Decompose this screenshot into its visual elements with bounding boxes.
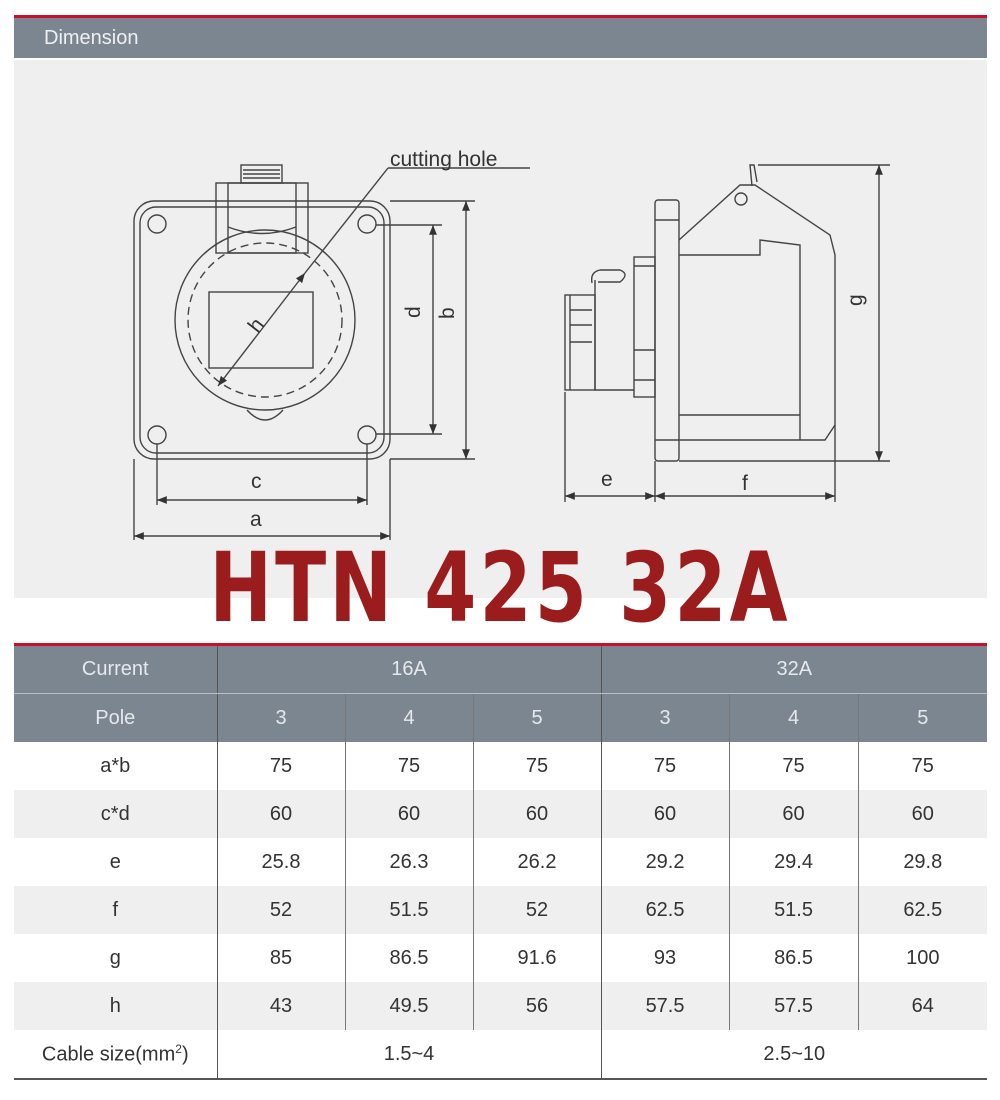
drawing-panel: [14, 60, 987, 598]
table-cell: 52: [473, 886, 601, 934]
svg-text:a: a: [250, 508, 262, 531]
svg-text:h: h: [243, 313, 269, 338]
table-row: [14, 934, 987, 982]
pole-header: 3: [601, 694, 729, 743]
table-cell: 62.5: [601, 886, 729, 934]
table-cell: 56: [473, 982, 601, 1030]
table-cell: 75: [345, 742, 473, 790]
table-cell: 60: [729, 790, 858, 838]
row-label: f: [14, 886, 217, 934]
current-group-32a: 32A: [601, 645, 987, 694]
svg-text:e: e: [601, 468, 613, 491]
table-cell: 86.5: [345, 934, 473, 982]
table-cell: 75: [729, 742, 858, 790]
cable-size-16a: 1.5~4: [217, 1030, 601, 1079]
row-label: h: [14, 982, 217, 1030]
table-row: [14, 886, 987, 934]
table-cell: 51.5: [729, 886, 858, 934]
pole-header: 3: [217, 694, 345, 743]
table-cell: 60: [473, 790, 601, 838]
row-label: a*b: [100, 754, 131, 777]
table-cell: 60: [858, 790, 987, 838]
table-cell: 60: [345, 790, 473, 838]
table-cell: 57.5: [729, 982, 858, 1030]
table-cell: 60: [217, 790, 345, 838]
side-view: [565, 165, 890, 502]
table-cell: 75: [473, 742, 601, 790]
product-title: HTN 425 32A: [209, 532, 791, 644]
pole-header: 5: [473, 694, 601, 743]
section-title: Dimension: [44, 27, 139, 49]
current-group-16a: 16A: [217, 645, 601, 694]
svg-text:d: d: [402, 306, 425, 318]
current-label: Current: [14, 645, 217, 694]
cable-size-row: [14, 1030, 987, 1079]
table-cell: 64: [858, 982, 987, 1030]
table-row: [14, 790, 987, 838]
header-row-current: [14, 645, 987, 694]
dimension-table: [14, 643, 987, 1080]
table-cell: 75: [601, 742, 729, 790]
cutting-hole-label: cutting hole: [390, 148, 498, 171]
svg-text:b: b: [436, 307, 459, 319]
table-row: [14, 742, 987, 790]
table-cell: 25.8: [217, 838, 345, 886]
pole-label: Pole: [14, 694, 217, 743]
header-row-pole: [14, 694, 987, 743]
table-cell: 57.5: [601, 982, 729, 1030]
table-row: [14, 838, 987, 886]
table-cell: 100: [858, 934, 987, 982]
svg-text:g: g: [844, 294, 867, 306]
table-cell: 26.2: [473, 838, 601, 886]
table-cell: 29.8: [858, 838, 987, 886]
table-cell: 43: [217, 982, 345, 1030]
table-cell: 60: [601, 790, 729, 838]
section-header: [14, 15, 987, 58]
pole-header: 4: [345, 694, 473, 743]
table-cell: 26.3: [345, 838, 473, 886]
svg-text:f: f: [742, 472, 748, 495]
table-cell: 29.4: [729, 838, 858, 886]
table-cell: 62.5: [858, 886, 987, 934]
svg-text:c: c: [251, 470, 262, 493]
front-view-labels: [244, 148, 498, 531]
cable-size-label: Cable $size(mm^2)$: [14, 1030, 217, 1079]
table-cell: 91.6: [473, 934, 601, 982]
table-cell: 51.5: [345, 886, 473, 934]
dimension-drawing: [14, 60, 987, 598]
table-cell: 52: [217, 886, 345, 934]
row-label: e: [109, 850, 121, 873]
pole-header: 5: [858, 694, 987, 743]
table-cell: 75: [217, 742, 345, 790]
table-cell: 85: [217, 934, 345, 982]
table-cell: 49.5: [345, 982, 473, 1030]
table-cell: 86.5: [729, 934, 858, 982]
pole-header: 4: [729, 694, 858, 743]
row-label: c*d: [14, 790, 217, 838]
table-cell: 29.2: [601, 838, 729, 886]
side-view-labels: [601, 294, 867, 495]
front-view: [134, 165, 530, 540]
table-cell: 93: [601, 934, 729, 982]
cable-size-32a: 2.5~10: [601, 1030, 987, 1079]
row-label: g: [109, 946, 121, 969]
table-cell: 75: [858, 742, 987, 790]
table-row: [14, 982, 987, 1030]
